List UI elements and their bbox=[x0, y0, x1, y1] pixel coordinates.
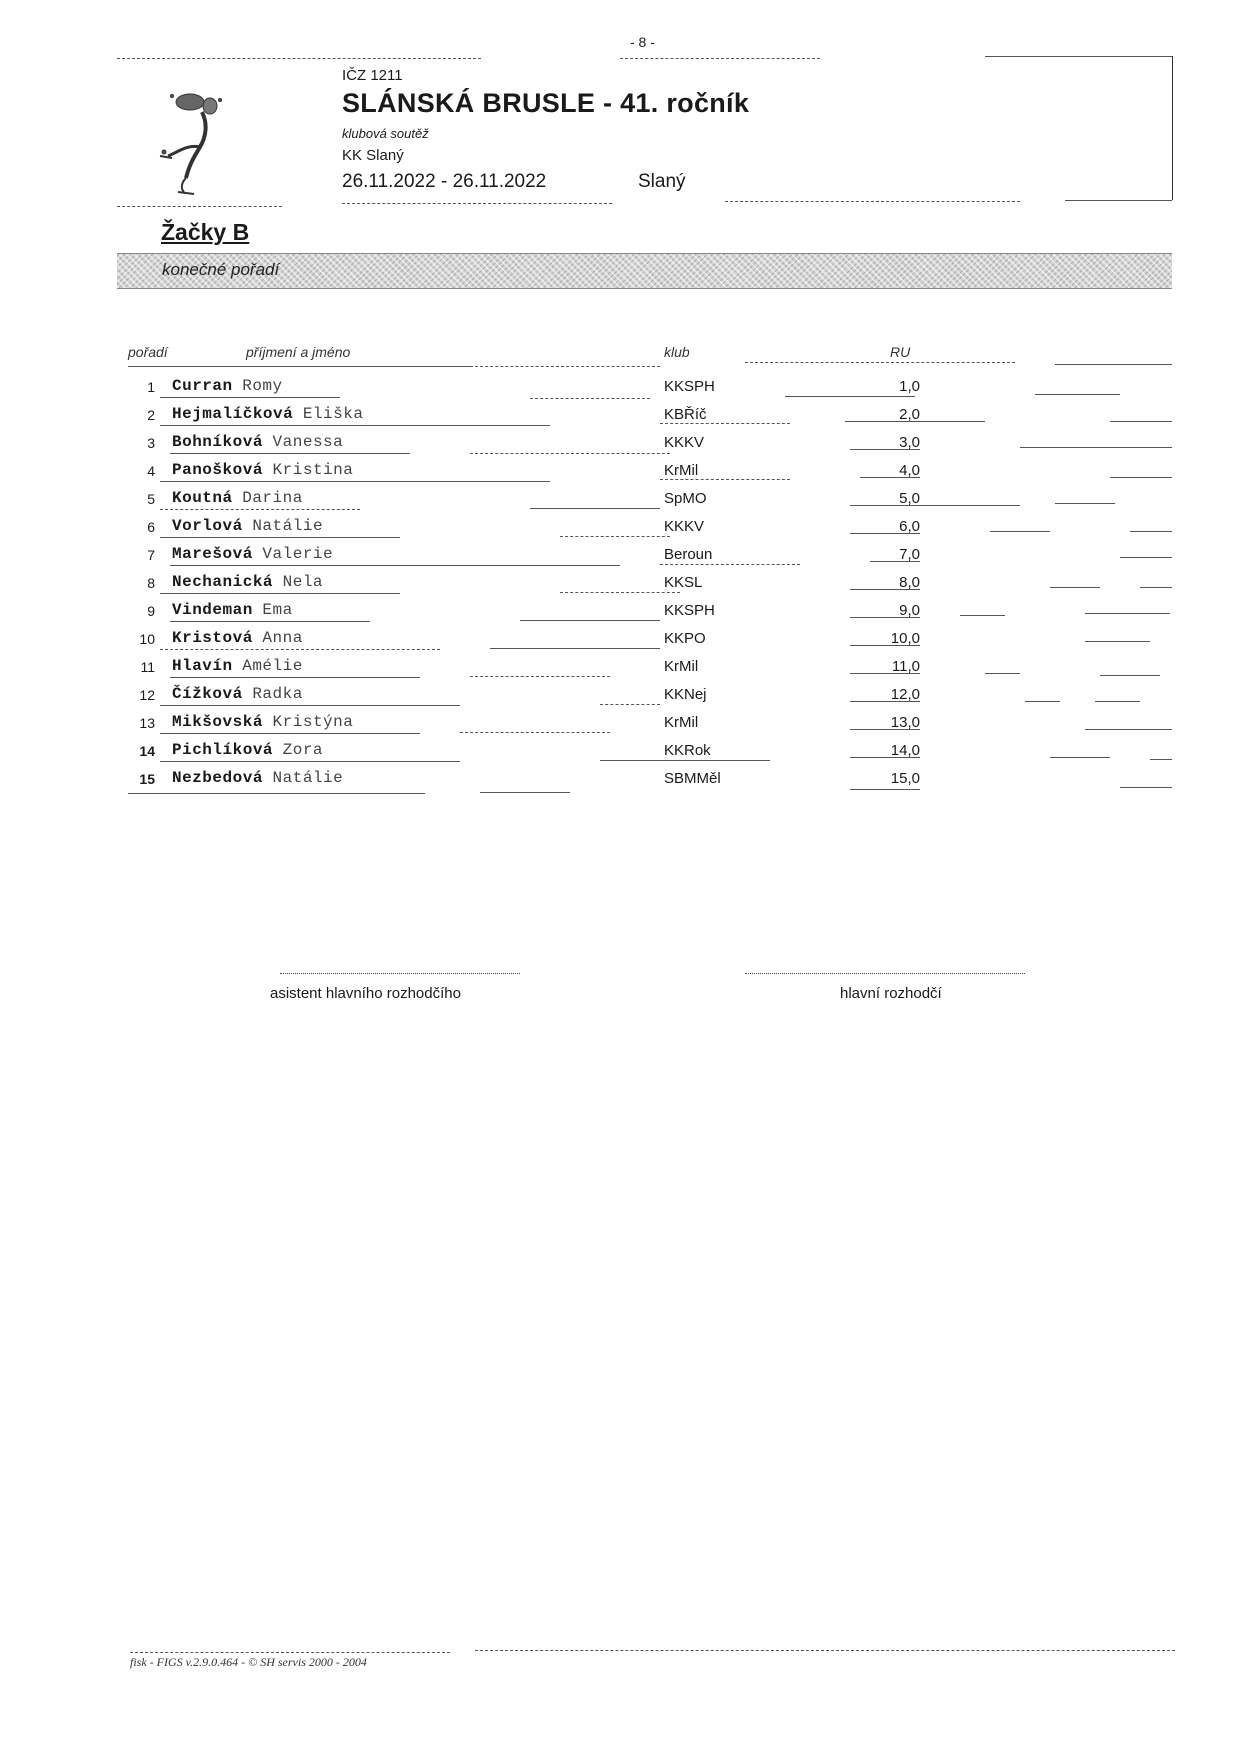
category-title: Žačky B bbox=[161, 219, 250, 245]
row-rule bbox=[850, 505, 1020, 506]
competition-dates: 26.11.2022 - 26.11.2022 bbox=[342, 171, 547, 192]
row-rule bbox=[1095, 701, 1140, 702]
row-rule bbox=[660, 564, 800, 565]
competition-title: SLÁNSKÁ BRUSLE - 41. ročník bbox=[342, 88, 750, 118]
row-rule bbox=[1110, 477, 1172, 478]
surname: Panošková bbox=[172, 461, 263, 479]
row-rule bbox=[490, 648, 660, 649]
competitor-name bbox=[172, 629, 303, 647]
competition-type: klubová soutěž bbox=[342, 126, 429, 141]
row-rule bbox=[1110, 421, 1172, 422]
row-rule bbox=[520, 620, 660, 621]
row-rule bbox=[170, 453, 410, 454]
header-underline-2 bbox=[470, 366, 660, 367]
competitor-name bbox=[172, 489, 303, 507]
given-name: Kristýna bbox=[272, 713, 354, 731]
row-rule bbox=[1085, 641, 1150, 642]
competitor-name bbox=[172, 545, 333, 563]
row-rule bbox=[1150, 759, 1172, 760]
row-rule bbox=[850, 757, 920, 758]
footer-rule-left bbox=[130, 1652, 450, 1653]
row-rule bbox=[160, 509, 360, 510]
given-name: Nela bbox=[282, 573, 324, 591]
competitor-name bbox=[172, 741, 323, 759]
row-rule bbox=[990, 531, 1050, 532]
row-rule bbox=[850, 645, 920, 646]
ru-value: 8,0 bbox=[899, 574, 920, 591]
rank: 11 bbox=[140, 659, 155, 675]
header-underline-3 bbox=[745, 362, 1015, 363]
rank: 2 bbox=[147, 407, 155, 423]
row-rule bbox=[850, 617, 920, 618]
ru-value: 1,0 bbox=[899, 378, 920, 395]
row-rule bbox=[870, 561, 920, 562]
given-name: Natálie bbox=[252, 517, 324, 535]
rank: 7 bbox=[147, 547, 155, 563]
given-name: Radka bbox=[252, 685, 303, 703]
organizer: KK Slaný bbox=[342, 147, 404, 164]
ru-value: 15,0 bbox=[890, 770, 920, 787]
row-rule bbox=[600, 760, 770, 761]
rank: 13 bbox=[139, 715, 155, 731]
club: KBŘíč bbox=[664, 406, 707, 423]
club: KrMil bbox=[664, 658, 699, 675]
surname: Kristová bbox=[172, 629, 253, 647]
rank: 4 bbox=[147, 463, 155, 479]
header-rule-bottom-mid bbox=[342, 203, 612, 204]
row-rule bbox=[850, 701, 920, 702]
surname: Vindeman bbox=[172, 601, 253, 619]
surname: Curran bbox=[172, 377, 233, 395]
given-name: Valerie bbox=[262, 545, 334, 563]
row-rule bbox=[560, 592, 680, 593]
row-rule bbox=[530, 398, 650, 399]
row-rule bbox=[160, 537, 400, 538]
ru-value: 9,0 bbox=[899, 602, 920, 619]
row-rule bbox=[660, 479, 790, 480]
column-header-name: příjmení a jméno bbox=[246, 344, 351, 360]
row-rule bbox=[460, 732, 610, 733]
figure-skater-icon bbox=[150, 82, 250, 200]
row-rule bbox=[470, 453, 670, 454]
row-rule bbox=[560, 536, 670, 537]
rank: 12 bbox=[139, 687, 155, 703]
rank: 3 bbox=[147, 435, 155, 451]
header-underline-1 bbox=[128, 366, 470, 367]
row-rule bbox=[845, 421, 985, 422]
header-frame-right bbox=[1172, 56, 1173, 200]
row-rule bbox=[850, 673, 920, 674]
surname: Mikšovská bbox=[172, 713, 263, 731]
ru-value: 14,0 bbox=[890, 742, 920, 759]
row-rule bbox=[1085, 613, 1170, 614]
row-rule bbox=[600, 704, 660, 705]
row-rule bbox=[480, 792, 570, 793]
row-rule bbox=[1055, 503, 1115, 504]
row-rule bbox=[1100, 675, 1160, 676]
header-rule-mid bbox=[620, 58, 820, 59]
row-rule bbox=[1120, 557, 1172, 558]
row-rule bbox=[860, 477, 920, 478]
competitor-name bbox=[172, 713, 353, 731]
row-rule bbox=[160, 705, 460, 706]
competitor-name bbox=[172, 405, 363, 423]
column-header-club: klub bbox=[664, 344, 690, 360]
club: KKPO bbox=[664, 630, 706, 647]
row-rule bbox=[470, 676, 610, 677]
club: Beroun bbox=[664, 546, 713, 563]
given-name: Amélie bbox=[242, 657, 303, 675]
row-rule bbox=[850, 449, 920, 450]
row-rule bbox=[128, 793, 425, 794]
competitor-name bbox=[172, 657, 303, 675]
club: KKKV bbox=[664, 434, 705, 451]
header-underline-4 bbox=[1055, 364, 1172, 365]
rank: 1 bbox=[147, 379, 155, 395]
header-rule-bottom-left bbox=[117, 206, 282, 207]
section-title: konečné pořadí bbox=[162, 260, 280, 279]
ru-value: 3,0 bbox=[899, 434, 920, 451]
surname: Pichlíková bbox=[172, 741, 274, 759]
header-rule-bottom-right bbox=[725, 201, 1020, 202]
header-rule-right bbox=[985, 56, 1173, 57]
assistant-referee-label: asistent hlavního rozhodčího bbox=[270, 985, 461, 1002]
club: KKKV bbox=[664, 518, 705, 535]
page-number: - 8 - bbox=[630, 34, 655, 50]
competition-id: IČZ 1211 bbox=[342, 67, 403, 84]
row-rule bbox=[160, 425, 550, 426]
rank: 8 bbox=[147, 575, 155, 591]
club: KKSPH bbox=[664, 378, 715, 395]
surname: Bohníková bbox=[172, 433, 263, 451]
club: KKSPH bbox=[664, 602, 715, 619]
rank: 14 bbox=[139, 743, 155, 759]
column-header-rank: pořadí bbox=[128, 344, 168, 360]
competitor-name bbox=[172, 685, 303, 703]
row-rule bbox=[1140, 587, 1172, 588]
row-rule bbox=[960, 615, 1005, 616]
club: KKRok bbox=[664, 742, 711, 759]
rank: 6 bbox=[147, 519, 155, 535]
row-rule bbox=[1035, 394, 1120, 395]
header-rule-left bbox=[117, 58, 481, 59]
given-name: Romy bbox=[242, 377, 283, 395]
ru-value: 4,0 bbox=[899, 462, 920, 479]
given-name: Vanessa bbox=[272, 433, 344, 451]
surname: Koutná bbox=[172, 489, 233, 507]
surname: Marešová bbox=[172, 545, 253, 563]
surname: Hlavín bbox=[172, 657, 233, 675]
row-rule bbox=[160, 649, 440, 650]
club: SBMMěl bbox=[664, 770, 721, 787]
row-rule bbox=[1050, 757, 1110, 758]
row-rule bbox=[1025, 701, 1060, 702]
club: SpMO bbox=[664, 490, 707, 507]
ru-value: 11,0 bbox=[891, 658, 920, 675]
ru-value: 6,0 bbox=[899, 518, 920, 535]
rank: 9 bbox=[147, 603, 155, 619]
row-rule bbox=[1130, 531, 1172, 532]
row-rule bbox=[850, 589, 920, 590]
row-rule bbox=[160, 733, 420, 734]
software-footer: fisk - FIGS v.2.9.0.464 - © SH servis 2000 - 2004 bbox=[130, 1655, 367, 1669]
competition-city: Slaný bbox=[638, 171, 686, 192]
row-rule bbox=[1050, 587, 1100, 588]
surname: Hejmalíčková bbox=[172, 405, 294, 423]
referee-label: hlavní rozhodčí bbox=[840, 985, 942, 1002]
referee-signature-line bbox=[745, 973, 1025, 974]
competitor-name bbox=[172, 377, 283, 395]
given-name: Natálie bbox=[272, 769, 344, 787]
row-rule bbox=[530, 508, 660, 509]
row-rule bbox=[850, 789, 920, 790]
table-row bbox=[0, 765, 1240, 793]
club: KKSL bbox=[664, 574, 703, 591]
ru-value: 7,0 bbox=[899, 546, 920, 563]
given-name: Eliška bbox=[302, 405, 364, 423]
header-rule-bottom-end bbox=[1065, 200, 1172, 201]
competitor-name bbox=[172, 517, 323, 535]
row-rule bbox=[170, 565, 620, 566]
row-rule bbox=[1085, 729, 1172, 730]
rank: 10 bbox=[139, 631, 155, 647]
surname: Vorlová bbox=[172, 517, 243, 535]
row-rule bbox=[850, 729, 920, 730]
assistant-signature-line bbox=[280, 973, 520, 974]
row-rule bbox=[660, 423, 790, 424]
ru-value: 13,0 bbox=[890, 714, 920, 731]
competitor-name bbox=[172, 601, 293, 619]
competitor-name bbox=[172, 433, 343, 451]
footer-rule-right bbox=[475, 1650, 1175, 1651]
given-name: Anna bbox=[262, 629, 303, 647]
club: KrMil bbox=[664, 714, 699, 731]
ru-value: 5,0 bbox=[899, 490, 920, 507]
given-name: Zora bbox=[282, 741, 324, 759]
row-rule bbox=[160, 761, 460, 762]
row-rule bbox=[785, 396, 915, 397]
given-name: Ema bbox=[262, 601, 293, 619]
ru-value: 2,0 bbox=[899, 406, 920, 423]
row-rule bbox=[1120, 787, 1172, 788]
surname: Čížková bbox=[172, 685, 243, 703]
column-header-ru: RU bbox=[890, 344, 911, 360]
given-name: Kristina bbox=[272, 461, 354, 479]
rank: 15 bbox=[139, 771, 155, 787]
surname: Nechanická bbox=[172, 573, 274, 591]
row-rule bbox=[160, 593, 400, 594]
row-rule bbox=[170, 677, 420, 678]
ru-value: 12,0 bbox=[890, 686, 920, 703]
row-rule bbox=[160, 397, 340, 398]
surname: Nezbedová bbox=[172, 769, 263, 787]
club: KKNej bbox=[664, 686, 707, 703]
row-rule bbox=[985, 673, 1020, 674]
club: KrMil bbox=[664, 462, 699, 479]
competitor-name bbox=[172, 769, 343, 787]
row-rule bbox=[170, 621, 370, 622]
competitor-name bbox=[172, 461, 353, 479]
row-rule bbox=[850, 533, 920, 534]
competitor-name bbox=[172, 573, 323, 591]
row-rule bbox=[1020, 447, 1172, 448]
ru-value: 10,0 bbox=[890, 630, 920, 647]
given-name: Darina bbox=[242, 489, 303, 507]
rank: 5 bbox=[147, 491, 155, 507]
row-rule bbox=[160, 481, 550, 482]
